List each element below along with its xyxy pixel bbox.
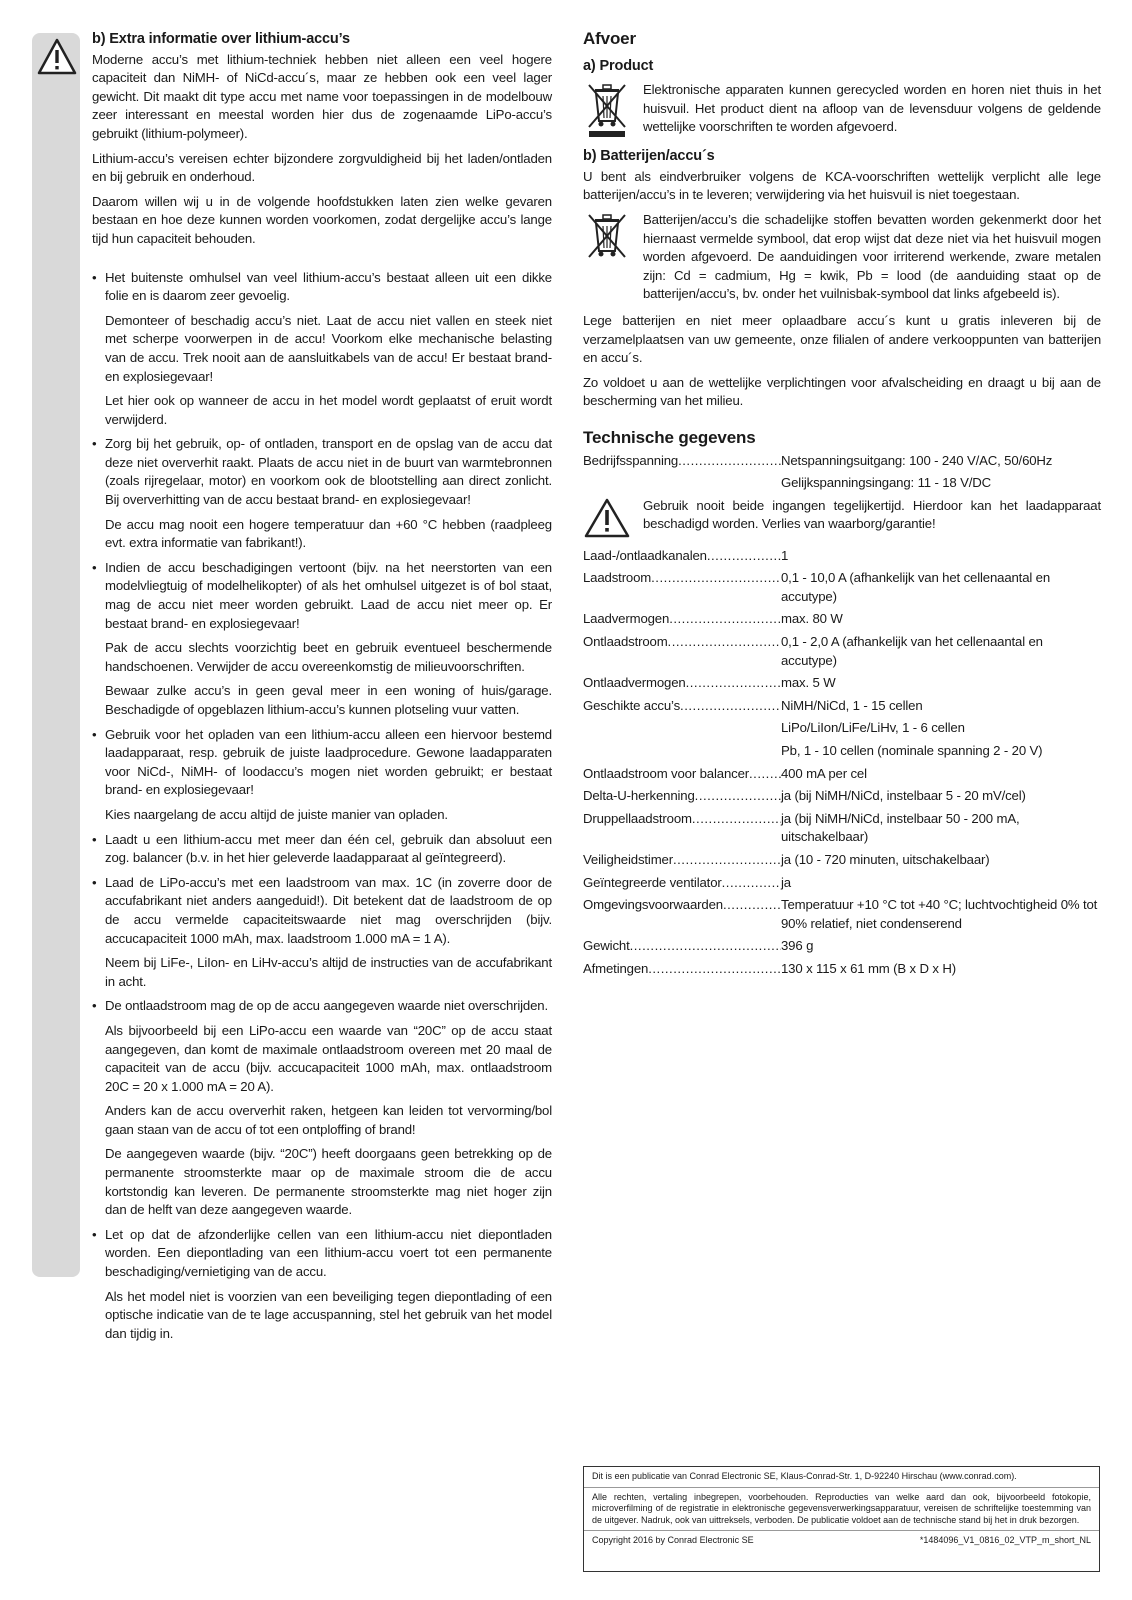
product-title: a) Product xyxy=(583,57,654,74)
spec-label: Bedrijfsspanning xyxy=(583,452,679,468)
spec-value: 400 mA per cel xyxy=(781,765,867,781)
afvoer-title: Afvoer xyxy=(583,29,636,48)
warning-triangle-icon xyxy=(36,36,78,78)
batteries-paragraph: Zo voldoet u aan de wettelijke verplichtingen voor afvalscheiding en draagt u bij aan de bescherming van het milieu. xyxy=(583,374,1101,409)
warning-triangle-icon xyxy=(583,497,631,539)
bullet-item: • Laad de LiPo-accu’s met een laadstroom van max. 1C (in zoverre door de accufabrikant niet anders aangeduid!). Dit betekent dat de laadstroom de op de accu vermelde capaciteitswaarde niet mag overschrijden (bijv. accucapaciteit 1000 mAh, max. laadstroom 1.000 mA = 1 A). xyxy=(92,874,552,948)
bullet-subparagraph: Als het model niet is voorzien van een beveiliging tegen diepontlading of een optische indicatie van de te lage accuspanning, stel het gebruik van het model dan tijdig in. xyxy=(105,1288,552,1341)
spec-value: ja (bij NiMH/NiCd, instelbaar 5 - 20 mV/cel) xyxy=(781,788,1026,804)
spec-label: Afmetingen xyxy=(583,960,649,976)
bullet-item: • De ontlaadstroom mag de op de accu aangegeven waarde niet overschrijden. xyxy=(92,997,552,1016)
spec-value: Netspanningsuitgang: 100 - 240 V/AC, 50/60Hz xyxy=(781,452,1053,468)
left-column xyxy=(92,30,552,1349)
batteries-title: b) Batterijen/accu´s xyxy=(583,148,715,165)
bullet-subparagraph: Bewaar zulke accu’s in geen geval meer in een woning of huis/garage. Beschadigde of opgeblazen lithium-accu’s kunnen plotseling vuur vatten. xyxy=(105,683,552,717)
spec-row xyxy=(583,896,1101,933)
spec-row xyxy=(583,937,1101,956)
spec-value: ja xyxy=(781,874,791,890)
footer-copyright: Copyright 2016 by Conrad Electronic SE xyxy=(592,1535,754,1545)
footer-code: *1484096_V1_0816_02_VTP_m_short_NL xyxy=(919,1535,1091,1545)
bullet-item: • Indien de accu beschadigingen vertoont (bijv. na het neerstorten van een modelvliegtuig of modelhelikopter) of als het omhulsel uitgezet is of bol staat, mag de accu niet meer worden gebruikt. Laad de accu niet meer op. Er bestaat brand- en explosiegevaar! xyxy=(92,559,552,633)
spec-value: Pb, 1 - 10 cellen (nominale spanning 2 - 20 V) xyxy=(781,743,1043,759)
spec-row xyxy=(583,697,1101,716)
intro-paragraph: Daarom willen wij u in de volgende hoofdstukken laten zien welke gevaren bestaan en hoe deze kunnen worden voorkomen, zodat dergelijke accu’s lange tijd hun capaciteit behouden. xyxy=(92,193,552,246)
spec-label: Ontlaadvermogen xyxy=(583,675,686,691)
spec-row xyxy=(583,742,1101,761)
spec-row xyxy=(583,474,1101,493)
intro-paragraph: Lithium-accu’s vereisen echter bijzondere zorgvuldigheid bij het laden/ontladen en bij gebruik en onderhoud. xyxy=(92,150,552,185)
spec-label: Ontlaadstroom xyxy=(583,634,668,650)
bullet-item: • Gebruik voor het opladen van een lithium-accu alleen een hiervoor bestemd laadapparaat, resp. gebruik de juiste laadprocedure. Gewone laadapparaten voor NiCd-, NiMH- of loodaccu’s mogen niet worden gebruikt; er bestaat brand- en explosiegevaar! xyxy=(92,726,552,800)
spec-row xyxy=(583,810,1101,847)
spec-row xyxy=(583,874,1101,893)
product-text: Elektronische apparaten kunnen gerecycled worden en horen niet thuis in het huisvuil. Het product dient na afloop van de levensduur volgens de geldende wettelijke voorschriften te worden afgevoerd. xyxy=(643,82,1101,135)
bullet-item: • Let op dat de afzonderlijke cellen van een lithium-accu niet diepontladen worden. Een diepontlading van een lithium-accu voert tot een permanente beschadiging/vernietiging van de accu. xyxy=(92,1226,552,1282)
batteries-paragraph: U bent als eindverbruiker volgens de KCA-voorschriften wettelijk verplicht alle lege batterijen/accu’s in te leveren; verwijdering via het huisvuil is niet toegestaan. xyxy=(583,168,1101,203)
spec-label: Druppellaadstroom xyxy=(583,810,692,826)
spec-value: LiPo/LiIon/LiFe/LiHv, 1 - 6 cellen xyxy=(781,720,965,736)
tech-title: Technische gegevens xyxy=(583,427,756,447)
footer-publisher: Dit is een publicatie van Conrad Electronic SE, Klaus-Conrad-Str. 1, D-92240 Hirschau (www.conrad.com). xyxy=(592,1471,1017,1481)
spec-label: Gewicht xyxy=(583,938,630,954)
spec-row xyxy=(583,569,1101,606)
spec-label: Geschikte accu’s xyxy=(583,697,681,713)
spec-label: Ontlaadstroom voor balancer xyxy=(583,765,750,781)
spec-row xyxy=(583,452,1101,471)
bullet-subparagraph: Anders kan de accu oververhit raken, hetgeen kan leiden tot vervorming/bol gaan staan van de accu of tot een ontploffing of brand! xyxy=(105,1103,552,1137)
bullet-item: • Laadt u een lithium-accu met meer dan één cel, gebruik dan absoluut een zog. balancer (b.v. in het hier geleverde laadapparaat al geïntegreerd). xyxy=(92,831,552,868)
bullet-subparagraph: Als bijvoorbeeld bij een LiPo-accu een waarde van “20C” op de accu staat aangegeven, dan komt de maximale ontlaadstroom overeen met 20 maal de capaciteit van de accu (bijv. accucapaciteit 1000 mAh, max. ontlaadstroom 20C = 20 x 1.000 mA = 20 A). xyxy=(105,1022,552,1094)
intro-paragraph: Moderne accu’s met lithium-techniek hebben niet alleen een veel hogere capaciteit dan NiMH- of NiCd-accu´s, maar ze hebben ook een veel lager gewicht. Dit maakt dit type accu met name voor toepassingen in de modelbouw zeer interessant en meestal worden hier dus de zogenaamde LiPo-accu’s gebruikt (lithium-polymeer). xyxy=(92,51,552,141)
spec-label: Laad-/ontlaadkanalen xyxy=(583,547,707,563)
bullet-item: • Zorg bij het gebruik, op- of ontladen, transport en de opslag van de accu dat deze niet oververhit raakt. Plaats de accu niet in de buurt van warmtebronnen (zoals rijregelaar, motor) en voorkom ook de blootstelling aan direct zonlicht. Bij oververhitting van de accu bestaat brand- en explosiegevaar! xyxy=(92,435,552,509)
spec-table xyxy=(583,452,1101,979)
bullet-item: • Het buitenste omhulsel van veel lithium-accu’s bestaat alleen uit een dikke folie en is daarom zeer gevoelig. xyxy=(92,269,552,306)
spec-value: max. 80 W xyxy=(781,611,843,627)
spec-value: 1 xyxy=(781,547,789,563)
crossed-bin-icon xyxy=(583,211,631,259)
bullet-subparagraph: De aangegeven waarde (bijv. “20C”) heeft doorgaans geen betrekking op de permanente stroomsterkte maar op de maximale stroom die de accu kortstondig kan leveren. De permanente stroomsterkte mag niet hoger zijn dan de helft van deze aangegeven waarde. xyxy=(105,1146,552,1218)
bullet-subparagraph: Pak de accu slechts voorzichtig beet en gebruik eventueel beschermende handschoenen. Verwijder de accu overeenkomstig de milieuvoorschriften. xyxy=(105,640,552,674)
spec-row xyxy=(583,674,1101,693)
publisher-footer xyxy=(583,1466,1100,1572)
spec-label: Laadstroom xyxy=(583,570,652,586)
spec-value: 0,1 - 10,0 A (afhankelijk van het cellenaantal en accutype) xyxy=(781,570,1051,604)
warning-sidebar xyxy=(32,33,80,1277)
spec-value: ja (10 - 720 minuten, uitschakelbaar) xyxy=(781,852,990,867)
bullet-subparagraph: De accu mag nooit een hogere temperatuur dan +60 °C hebben (raadpleeg evt. extra informatie van fabrikant!). xyxy=(105,516,552,551)
batteries-icon-text: Batterijen/accu’s die schadelijke stoffen bevatten worden gekenmerkt door het hiernaast vermelde symbool, dat erop wijst dat deze niet via het huisvuil mogen worden afgevoerd. De aanduidingen voor irriterend werkende, zware metalen zijn: Cd = cadmium, Hg = kwik, Pb = lood (de aanduiding staat op de batterijen/accu’s, bv. onder het vuilnisbak-symbool dat links afgebeeld is). xyxy=(643,211,1101,302)
bullet-subparagraph: Kies naargelang de accu altijd de juiste manier van opladen. xyxy=(105,806,448,822)
right-column xyxy=(583,30,1101,983)
bullet-subparagraph: Demonteer of beschadig accu’s niet. Laat de accu niet vallen en steek niet met scherpe voorwerpen in de accu! Voorkom elke mechanische belasting van de accu. Trek nooit aan de aansluitkabels van de accu! Er bestaat brand- en explosiegevaar! xyxy=(105,312,552,384)
warning-text: Gebruik nooit beide ingangen tegelijkertijd. Hierdoor kan het laadapparaat beschadigd worden. Verlies van waarborg/garantie! xyxy=(643,497,1101,532)
spec-value: Temperatuur +10 °C tot +40 °C; luchtvochtigheid 0% tot 90% relatief, niet condenserend xyxy=(781,897,1098,931)
bullet-subparagraph: Neem bij LiFe-, LiIon- en LiHv-accu’s altijd de instructies van de accufabrikant in acht. xyxy=(105,955,552,989)
spec-value: NiMH/NiCd, 1 - 15 cellen xyxy=(781,697,923,713)
spec-label: Laadvermogen xyxy=(583,611,670,627)
spec-row xyxy=(583,960,1101,979)
section-heading: b) Extra informatie over lithium-accu’s xyxy=(92,31,350,47)
bullet-subparagraph: Let hier ook op wanneer de accu in het model wordt geplaatst of eruit wordt verwijderd. xyxy=(105,393,552,427)
spec-row xyxy=(583,851,1101,870)
footer-rights: Alle rechten, vertaling inbegrepen, voorbehouden. Reproducties van welke aard dan ook, bijvoorbeeld fotokopie, microverfilming of de registratie in elektronische gegevensverwerkingsapparatuur, vereisen de schriftelijke toestemming van de uitgever. Nadruk, ook van uittreksels, verboden. De publicatie voldoet aan de technische stand bij het in druk bezorgen. xyxy=(592,1491,1091,1525)
spec-value: 396 g xyxy=(781,938,814,954)
spec-label: Delta-U-herkenning xyxy=(583,788,695,804)
spec-value: Gelijkspanningsingang: 11 - 18 V/DC xyxy=(781,475,992,491)
spec-value: 0,1 - 2,0 A (afhankelijk van het cellenaantal en accutype) xyxy=(781,634,1043,668)
spec-value: ja (bij NiMH/NiCd, instelbaar 50 - 200 mA, uitschakelbaar) xyxy=(781,810,1020,845)
crossed-bin-icon xyxy=(583,81,631,139)
spec-value: max. 5 W xyxy=(781,675,836,691)
spec-row xyxy=(583,633,1101,670)
bullet-list xyxy=(92,269,552,1344)
spec-row xyxy=(583,765,1101,784)
spec-value: 130 x 115 x 61 mm (B x D x H) xyxy=(781,960,956,976)
spec-row xyxy=(583,610,1101,629)
spec-label: Veiligheidstimer xyxy=(583,852,673,867)
spec-label: Geïntegreerde ventilator xyxy=(583,874,722,890)
spec-label: Omgevingsvoorwaarden xyxy=(583,897,723,913)
spec-row xyxy=(583,787,1101,806)
spec-row xyxy=(583,547,1101,566)
batteries-paragraph: Lege batterijen en niet meer oplaadbare accu´s kunt u gratis inleveren bij de verzamelplaatsen van uw gemeente, onze filialen of andere verkooppunten van batterijen en accu´s. xyxy=(583,312,1101,366)
spec-row xyxy=(583,719,1101,738)
